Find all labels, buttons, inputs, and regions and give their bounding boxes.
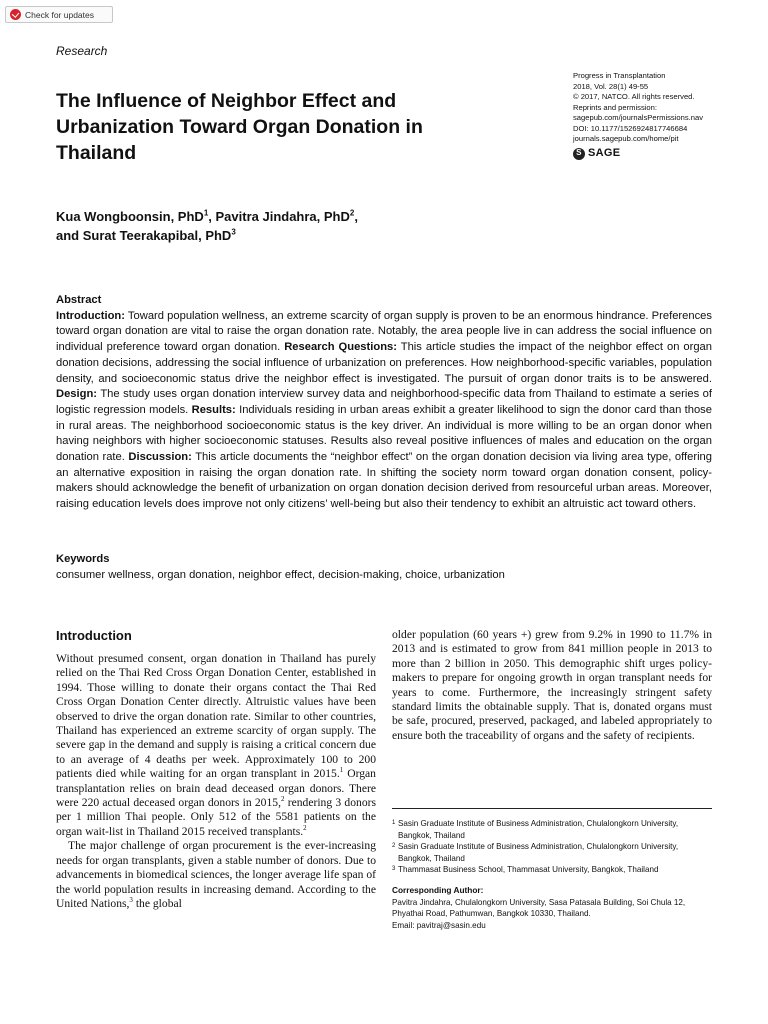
copyright: © 2017, NATCO. All rights reserved. bbox=[573, 92, 695, 101]
corresponding-author-heading: Corresponding Author: bbox=[392, 884, 484, 895]
affiliation-footnotes bbox=[392, 818, 714, 931]
abstract-results-text: Individuals residing in urban areas exhibit a greater likelihood to sign the donor card than those in rural areas. The neighborhood socioeconomic status is the key driver. An individual is more willing to be an organ donor when having neighbors with higher socioeconomic statuses. Results also reveal positive influences of males and education on the organ donation rate. bbox=[56, 403, 712, 464]
publisher-name: SAGE bbox=[588, 147, 621, 160]
keywords-heading: Keywords bbox=[56, 553, 110, 565]
section-label: Research bbox=[56, 44, 108, 58]
check-for-updates-button[interactable] bbox=[5, 6, 113, 23]
abstract-rq-text: This article studies the impact of the neighbor effect on organ donation decisions, addressing the social influence of urbanization on preferences. How neighborhood-specific variables, population density, and socioeconomic status drive the neighbor effect is investigated. The pursuit of organ donor traits is to be answered. bbox=[56, 341, 712, 385]
citation-ref[interactable]: 3 bbox=[129, 896, 133, 905]
footnote-text: Sasin Graduate Institute of Business Administration, Chulalongkorn University, Bangkok, Thailand bbox=[398, 842, 679, 863]
corresponding-author-address: Pavitra Jindahra, Chulalongkorn University, Sasa Patasala Building, Soi Chula 12, Phyathai Road, Pathumwan, Bangkok 10330, Thailand. bbox=[392, 897, 686, 919]
footnote-divider bbox=[392, 808, 712, 809]
footnote-text: Sasin Graduate Institute of Business Administration, Chulalongkorn University, Bangkok, Thailand bbox=[398, 819, 679, 840]
keywords-list: consumer wellness, organ donation, neighbor effect, decision-making, choice, urbanization bbox=[56, 569, 505, 581]
citation-ref[interactable]: 2 bbox=[280, 795, 285, 804]
body-paragraph: older population (60 years +) grew from 9.2% in 1990 to 11.7% in 2013 and is estimated to grow from 841 million people in 2013 to more than 2 billion in 2050. This demographic shift urges policy-makers to prepare for ongoing growth in organ transplant needs for years to come. Furthermore, the increasingly stringent safety standard limits the obtainable supply. That is, donated organs must be safe, procured, preserved, packaged, and labeled appropriately to ensure both the traceability of organs and the safety of recipients. bbox=[392, 628, 712, 742]
body-text: Without presumed consent, organ donation in Thailand has purely relied on the Thai Red Cross Organ Donation Center, established in 1994. Those willing to donate their organs contact the Thai Red Cross Organ Donation Center directly. Altruistic values have been observed to drive the organ donation rate. Similar to other countries, Thailand has experienced an extreme scarcity of organ supply. The severe gap in the demand and supply is raising a critical concern due to an average of 4 deaths per week. Approximately 100 to 200 patients died while waiting for an organ transplant in 2015. bbox=[56, 652, 376, 781]
abstract-rq-label: Research Questions: bbox=[284, 341, 397, 354]
journal-homepage-link[interactable]: journals.sagepub.com/home/pit bbox=[573, 134, 679, 143]
author-1: Kua Wongboonsin, PhD bbox=[56, 209, 204, 224]
author-3: Surat Teerakapibal, PhD bbox=[82, 228, 232, 243]
journal-metadata bbox=[573, 71, 743, 160]
reprints-link[interactable]: sagepub.com/journalsPermissions.nav bbox=[573, 113, 704, 122]
author-conjunction: and bbox=[56, 228, 83, 243]
article-title: The Influence of Neighbor Effect and Urbanization Toward Organ Donation in Thailand bbox=[56, 90, 423, 164]
abstract bbox=[56, 293, 712, 513]
footnote-number: 2 bbox=[392, 843, 396, 850]
footnote-item bbox=[392, 864, 714, 876]
author-list bbox=[56, 207, 496, 245]
publisher-logo bbox=[573, 148, 743, 160]
abstract-intro-text: Toward population wellness, an extreme scarcity of organ supply is proven to be an enormous hindrance. Preferences toward organ donation are vital to raise the organ donation rate. Notably, the area people live in can address the social influence on individual preference toward organ donation. bbox=[56, 309, 712, 354]
author-1-affiliation[interactable]: 1 bbox=[203, 208, 209, 218]
reprints-label: Reprints and permission: bbox=[573, 102, 657, 112]
footnote-item bbox=[392, 818, 714, 841]
corresponding-author-email[interactable]: Email: pavitraj@sasin.edu bbox=[392, 920, 486, 930]
body-paragraph bbox=[56, 652, 376, 839]
body-text: rendering 3 donors per 1 million Thai people. Only 512 of the 5581 patients on the organ wait-list in Thailand 2015 received transplants. bbox=[56, 796, 376, 838]
author-2-affiliation[interactable]: 2 bbox=[349, 208, 355, 218]
abstract-design-text: The study uses organ donation interview survey data and neighborhood-specific data from Thailand to estimate a series of logistic regression models. bbox=[56, 388, 712, 416]
body-text: The major challenge of organ procurement is the ever-increasing needs for organ transplants, given a stable number of donors. Due to advancements in biomedical sciences, the longer average life span of the world population results in increasing demand. According to the United Nations, bbox=[56, 839, 376, 910]
footnote-text: Thammasat Business School, Thammasat University, Bangkok, Thailand bbox=[398, 865, 659, 875]
abstract-design-label: Design: bbox=[56, 388, 98, 401]
introduction-heading: Introduction bbox=[56, 628, 132, 643]
citation-ref[interactable]: 1 bbox=[339, 766, 344, 775]
citation-ref[interactable]: 2 bbox=[303, 824, 307, 833]
body-text: the global bbox=[132, 896, 182, 910]
abstract-discussion-text: This article documents the “neighbor effect” on the organ donation decision via living area type, offering an alternative exposition in raising the organ donation rate. In shifting the society norm toward organ donation consent, policy-makers should acknowledge the benefit of urbanization on organ donation decision derived from resourceful urban areas. Moreover, raising education levels does improve not only citizens’ well-being but also their tendency to exhibit an altruistic act toward others. bbox=[56, 451, 712, 511]
journal-volume: 2018, Vol. 28(1) 49-55 bbox=[573, 81, 649, 91]
abstract-body bbox=[56, 309, 712, 513]
check-updates-label: Check for updates bbox=[25, 9, 94, 20]
abstract-discussion-label: Discussion: bbox=[128, 451, 192, 464]
footnote-number: 1 bbox=[392, 820, 396, 826]
author-2: Pavitra Jindahra, PhD bbox=[215, 209, 350, 224]
abstract-intro-label: Introduction: bbox=[56, 309, 125, 322]
body-column-left bbox=[56, 652, 376, 911]
keywords bbox=[56, 551, 712, 583]
author-separator: , bbox=[354, 209, 358, 224]
body-column-right bbox=[392, 628, 712, 743]
abstract-results-label: Results: bbox=[191, 403, 236, 416]
abstract-heading: Abstract bbox=[56, 294, 102, 306]
footnote-item bbox=[392, 841, 714, 864]
sage-logo-icon: S bbox=[573, 148, 585, 160]
author-3-affiliation[interactable]: 3 bbox=[231, 227, 236, 237]
footnote-number: 3 bbox=[392, 866, 396, 873]
body-paragraph bbox=[56, 839, 376, 911]
body-text: Organ transplantation relies on brain dead deceased organ donors. There were 220 actual deceased organ donors in 2015, bbox=[56, 767, 376, 810]
corresponding-author bbox=[392, 885, 714, 931]
doi[interactable]: DOI: 10.1177/1526924817746684 bbox=[573, 123, 688, 133]
author-separator: , bbox=[208, 209, 216, 224]
journal-name: Progress in Transplantation bbox=[573, 71, 666, 80]
check-updates-icon bbox=[10, 9, 21, 20]
